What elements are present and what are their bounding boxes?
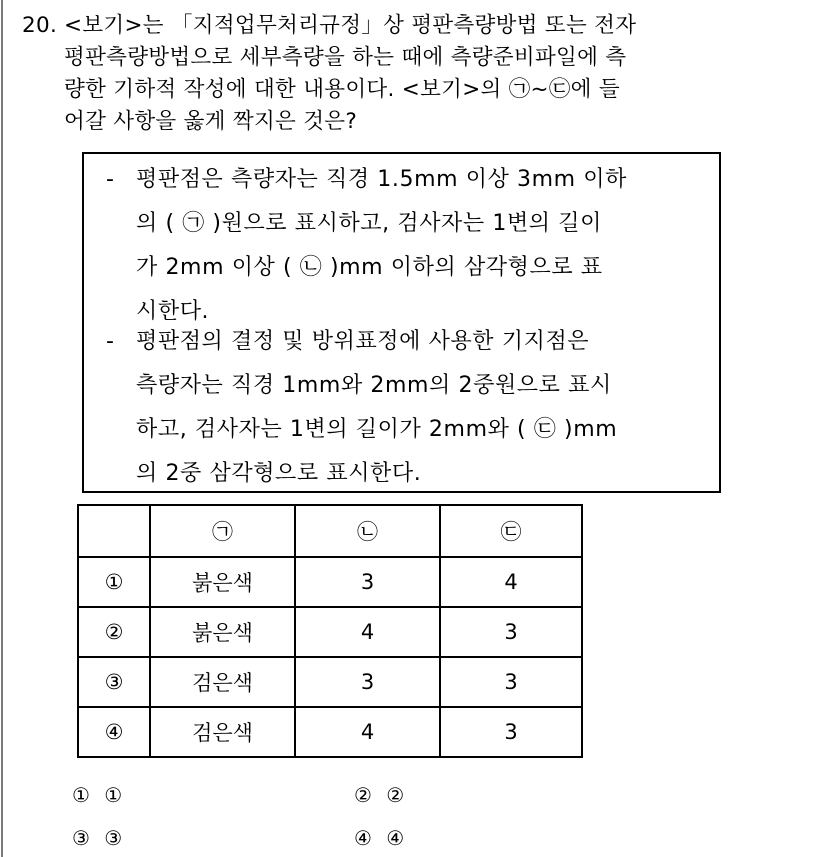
table-header-cell: ㉡	[295, 505, 440, 557]
table-cell: ④	[78, 707, 150, 757]
choice-1[interactable]	[72, 783, 126, 807]
choice-value: ④	[386, 826, 409, 850]
answer-table	[77, 504, 583, 758]
choice-2[interactable]	[354, 783, 408, 807]
table-cell: 4	[440, 557, 582, 607]
table-cell: 3	[295, 557, 440, 607]
table-header-row	[78, 505, 582, 557]
table-cell: ②	[78, 607, 150, 657]
choice-value: ②	[386, 783, 409, 807]
choice-marker: ①	[72, 783, 94, 807]
table-header-cell: ㉠	[150, 505, 295, 557]
table-cell: 3	[440, 607, 582, 657]
table-cell: 3	[440, 707, 582, 757]
table-cell: 3	[295, 657, 440, 707]
choice-value: ①	[104, 783, 127, 807]
table-cell: 붉은색	[150, 607, 295, 657]
bogi-line: 하고, 검사자는 1변의 길이가 2mm와 ( ㉢ )mm	[136, 417, 618, 442]
table-row	[78, 657, 582, 707]
table-cell: 3	[440, 657, 582, 707]
bogi-line: 평판점은 측량자는 직경 1.5mm 이상 3mm 이하	[136, 167, 627, 192]
question-number: 20.	[22, 13, 58, 38]
table-row	[78, 607, 582, 657]
choice-3[interactable]	[72, 826, 126, 850]
question-line: 평판측량방법으로 세부측량을 하는 때에 측량준비파일에 측	[64, 45, 627, 70]
choice-marker: ②	[354, 783, 376, 807]
table-header-cell: ㉢	[440, 505, 582, 557]
question-stem	[22, 10, 792, 138]
bogi-item	[106, 320, 696, 496]
choice-marker: ④	[354, 826, 376, 850]
bogi-line: 측량자는 직경 1mm와 2mm의 2중원으로 표시	[136, 373, 612, 398]
table-cell: 4	[295, 607, 440, 657]
question-line: 량한 기하적 작성에 대한 내용이다. <보기>의 ㉠~㉢에 들	[64, 77, 620, 102]
question-line: <보기>는 「지적업무처리규정」상 평판측량방법 또는 전자	[64, 13, 637, 38]
choice-marker: ③	[72, 826, 94, 850]
table-cell: 4	[295, 707, 440, 757]
table-cell: 검은색	[150, 657, 295, 707]
table-cell: ①	[78, 557, 150, 607]
table-row	[78, 557, 582, 607]
question-line: 어갈 사항을 옳게 짝지은 것은?	[64, 109, 358, 134]
bogi-box	[82, 152, 721, 493]
bogi-line: 평판점의 결정 및 방위표정에 사용한 기지점은	[136, 329, 590, 354]
choice-4[interactable]	[354, 826, 408, 850]
bogi-line: 시한다.	[136, 299, 210, 324]
table-row	[78, 707, 582, 757]
table-cell: ③	[78, 657, 150, 707]
bogi-item	[106, 158, 696, 334]
bogi-line: 가 2mm 이상 ( ㉡ )mm 이하의 삼각형으로 표	[136, 255, 603, 280]
bullet-dash: -	[106, 167, 114, 192]
choice-value: ③	[104, 826, 127, 850]
table-cell: 검은색	[150, 707, 295, 757]
question-text	[64, 10, 792, 138]
bogi-line: 의 ( ㉠ )원으로 표시하고, 검사자는 1변의 길이	[136, 211, 602, 236]
table-cell: 붉은색	[150, 557, 295, 607]
bullet-dash: -	[106, 329, 114, 354]
table-header-cell	[78, 505, 150, 557]
bogi-line: 의 2중 삼각형으로 표시한다.	[136, 461, 422, 486]
page-left-border	[1, 0, 3, 857]
